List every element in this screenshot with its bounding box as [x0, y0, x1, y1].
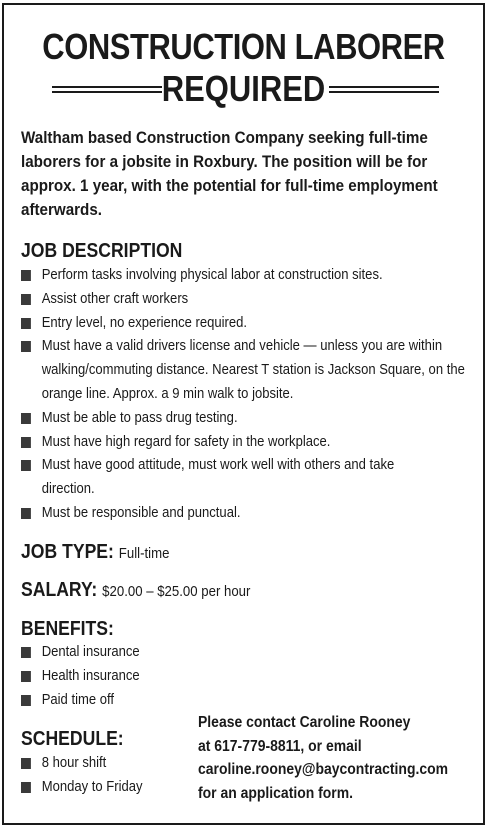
contact-line-4: for an application form.	[198, 784, 354, 802]
list-item: Must have high regard for safety in the workplace.	[21, 431, 487, 455]
list-item: Entry level, no experience required.	[21, 312, 487, 336]
contact-line-2: at 617-779-8811, or email	[198, 737, 362, 755]
bullet-square-icon	[21, 671, 31, 682]
list-item: Must be responsible and punctual.	[21, 502, 487, 526]
salary-label: SALARY:	[21, 579, 98, 601]
contact-email: caroline.rooney@baycontracting.com	[198, 761, 449, 778]
bullet-square-icon	[21, 413, 31, 424]
salary-value: $20.00 – $25.00 per hour	[102, 583, 251, 600]
list-item: Must have good attitude, must work well with others and take direction.	[21, 454, 420, 502]
list-item: Assist other craft workers	[21, 288, 487, 312]
list-item: Health insurance	[21, 665, 487, 689]
salary-line	[21, 578, 250, 604]
list-item: Monday to Friday	[21, 776, 195, 800]
schedule-heading: SCHEDULE:	[21, 728, 124, 750]
job-description-list	[21, 264, 491, 526]
list-item: Dental insurance	[21, 641, 487, 665]
list-item: Must be able to pass drug testing.	[21, 407, 487, 431]
bullet-square-icon	[21, 460, 31, 471]
bullet-square-icon	[21, 758, 31, 769]
bullet-square-icon	[21, 508, 31, 519]
benefits-list	[21, 641, 491, 712]
bullet-square-icon	[21, 695, 31, 706]
bullet-square-icon	[21, 294, 31, 305]
bullet-square-icon	[21, 341, 31, 352]
job-description-heading: JOB DESCRIPTION	[21, 240, 183, 262]
bullet-square-icon	[21, 318, 31, 329]
job-type-value: Full-time	[118, 545, 170, 562]
job-type-line	[21, 540, 169, 566]
list-item: Must have a valid drivers license and vehicle — unless you are within walking/commuting distance. Nearest T station is Jackson Square, on the orange line. Approx. a 9 min walk to jobsite.	[21, 335, 487, 406]
job-type-label: JOB TYPE:	[21, 541, 114, 563]
title-line-2: REQUIRED	[161, 68, 326, 109]
title-line-1: CONSTRUCTION LABORER	[42, 26, 445, 67]
contact-block	[198, 711, 468, 805]
title-line-2-row	[4, 67, 483, 111]
bullet-square-icon	[21, 437, 31, 448]
bullet-square-icon	[21, 270, 31, 281]
list-item: 8 hour shift	[21, 752, 195, 776]
intro-paragraph: Waltham based Construction Company seeking full-time laborers for a jobsite in Roxbury. The position will be for approx. 1 year, with the potential for full-time employment afterwards.	[21, 129, 438, 219]
bullet-square-icon	[21, 647, 31, 658]
list-item: Perform tasks involving physical labor at construction sites.	[21, 264, 487, 288]
list-item: Paid time off	[21, 689, 487, 713]
job-advertisement	[2, 3, 485, 825]
bullet-square-icon	[21, 782, 31, 793]
decorative-rule-right	[329, 86, 439, 93]
contact-line-1: Please contact Caroline Rooney	[198, 714, 411, 731]
benefits-heading: BENEFITS:	[21, 618, 114, 640]
